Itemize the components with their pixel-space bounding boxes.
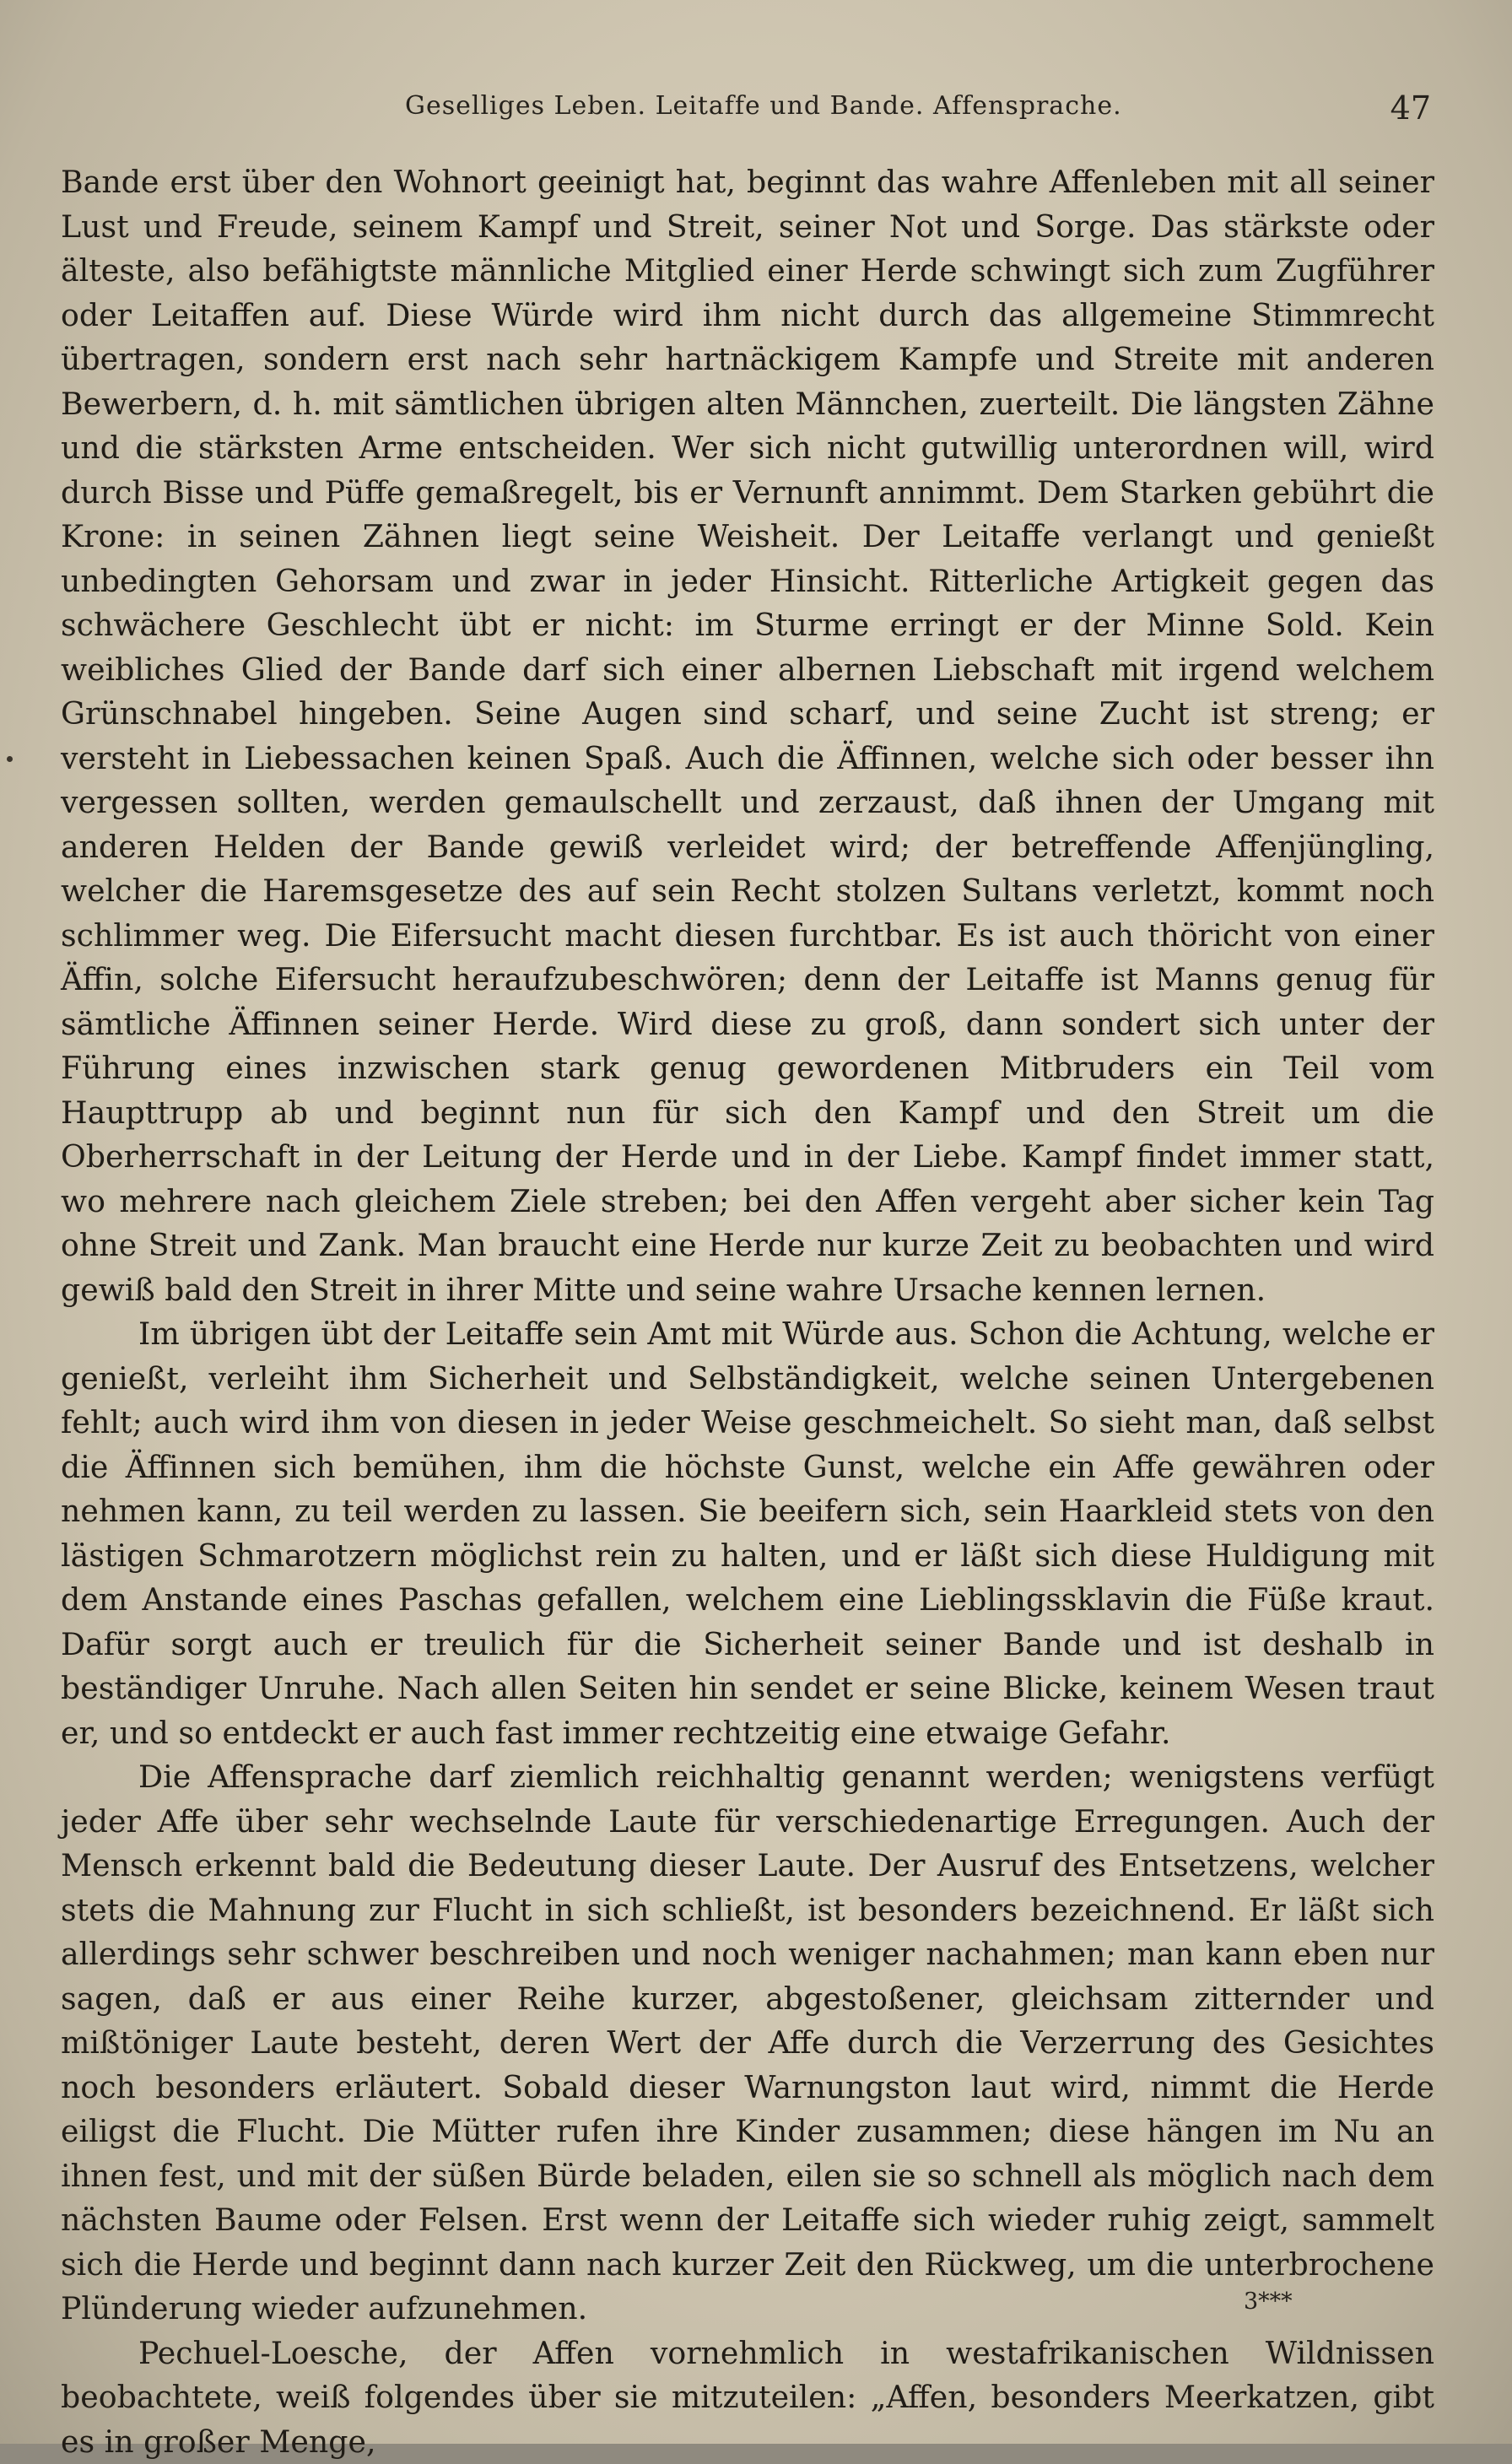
paragraph: Die Affensprache darf ziemlich reichhaltig genannt werden; wenigstens verfügt jeder Affe über sehr wechselnde Laute für verschiedenartige Erregungen. Auch der Mensch erkennt bald die Bedeutung dieser Laute. Der Ausruf des Entsetzens, welcher stets die Mahnung zur Flucht in sich schließt, ist besonders bezeichnend. Er läßt sich allerdings sehr schwer beschreiben und noch weniger nachahmen; man kann eben nur sagen, daß er aus einer Reihe kurzer, abgestoßener, gleichsam zitternder und mißtöniger Laute besteht, deren Wert der Affe durch die Verzerrung des Gesichtes noch besonders erläutert. Sobald dieser Warnungston laut wird, nimmt die Herde eiligst die Flucht. Die Mütter rufen ihre Kinder zusammen; diese hängen im Nu an ihnen fest, und mit der süßen Bürde beladen, eilen sie so schnell als möglich nach dem nächsten Baume oder Felsen. Erst wenn der Leitaffe sich wieder ruhig zeigt, sammelt sich die Herde und beginnt dann nach kurzer Zeit den Rückweg, um die unterbrochene Plünderung wieder aufzunehmen. <box>61 1755 1434 2332</box>
margin-ink-dot <box>7 756 13 762</box>
paragraph: Bande erst über den Wohnort geeinigt hat, beginnt das wahre Affenleben mit all seiner Lust und Freude, seinem Kampf und Streit, seiner Not und Sorge. Das stärkste oder älteste, also befähigtste männliche Mitglied einer Herde schwingt sich zum Zugführer oder Leitaffen auf. Diese Würde wird ihm nicht durch das allgemeine Stimmrecht übertragen, sondern erst nach sehr hartnäckigem Kampfe und Streite mit anderen Bewerbern, d. h. mit sämtlichen übrigen alten Männchen, zuerteilt. Die längsten Zähne und die stärksten Arme entscheiden. Wer sich nicht gutwillig unterordnen will, wird durch Bisse und Püffe gemaßregelt, bis er Vernunft annimmt. Dem Starken gebührt die Krone: in seinen Zähnen liegt seine Weisheit. Der Leitaffe verlangt und genießt unbedingten Gehorsam und zwar in jeder Hinsicht. Ritterliche Artigkeit gegen das schwächere Geschlecht übt er nicht: im Sturme erringt er der Minne Sold. Kein weibliches Glied der Bande darf sich einer albernen Liebschaft mit irgend welchem Grünschnabel hingeben. Seine Augen sind scharf, und seine Zucht ist streng; er versteht in Liebessachen keinen Spaß. Auch die Äffinnen, welche sich oder besser ihn vergessen sollten, werden gemaulschellt und zerzaust, daß ihnen der Umgang mit anderen Helden der Bande gewiß verleidet wird; der betreffende Affenjüngling, welcher die Haremsgesetze des auf sein Recht stolzen Sultans verletzt, kommt noch schlimmer weg. Die Eifersucht macht diesen furchtbar. Es ist auch thöricht von einer Äffin, solche Eifersucht heraufzubeschwören; denn der Leitaffe ist Manns genug für sämtliche Äffinnen seiner Herde. Wird diese zu groß, dann sondert sich unter der Führung eines inzwischen stark genug gewordenen Mitbruders ein Teil vom Haupttrupp ab und beginnt nun für sich den Kampf und den Streit um die Oberherrschaft in der Leitung der Herde und in der Liebe. Kampf findet immer statt, wo mehrere nach gleichem Ziele streben; bei den Affen vergeht aber sicher kein Tag ohne Streit und Zank. Man braucht eine Herde nur kurze Zeit zu beobachten und wird gewiß bald den Streit in ihrer Mitte und seine wahre Ursache kennen lernen. <box>61 160 1434 1312</box>
page-header <box>61 91 1431 142</box>
paragraph: Pechuel-Loesche, der Affen vornehmlich in westafrikanischen Wildnissen beobachtete, weiß folgendes über sie mitzuteilen: „Affen, besonders Meerkatzen, gibt es in großer Menge, <box>61 2332 1434 2464</box>
running-title: Geselliges Leben. Leitaffe und Bande. Affensprache. <box>405 91 1122 121</box>
body-text <box>61 160 1434 2464</box>
page-number: 47 <box>1390 89 1431 127</box>
signature-mark: 3*** <box>1244 2288 1293 2315</box>
paragraph: Im übrigen übt der Leitaffe sein Amt mit Würde aus. Schon die Achtung, welche er genießt, verleiht ihm Sicherheit und Selbständigkeit, welche seinen Untergebenen fehlt; auch wird ihm von diesen in jeder Weise geschmeichelt. So sieht man, daß selbst die Äffinnen sich bemühen, ihm die höchste Gunst, welche ein Affe gewähren oder nehmen kann, zu teil werden zu lassen. Sie beeifern sich, sein Haarkleid stets von den lästigen Schmarotzern möglichst rein zu halten, und er läßt sich diese Huldigung mit dem Anstande eines Paschas gefallen, welchem eine Lieblingssklavin die Füße kraut. Dafür sorgt auch er treulich für die Sicherheit seiner Bande und ist deshalb in beständiger Unruhe. Nach allen Seiten hin sendet er seine Blicke, keinem Wesen traut er, und so entdeckt er auch fast immer rechtzeitig eine etwaige Gefahr. <box>61 1312 1434 1755</box>
